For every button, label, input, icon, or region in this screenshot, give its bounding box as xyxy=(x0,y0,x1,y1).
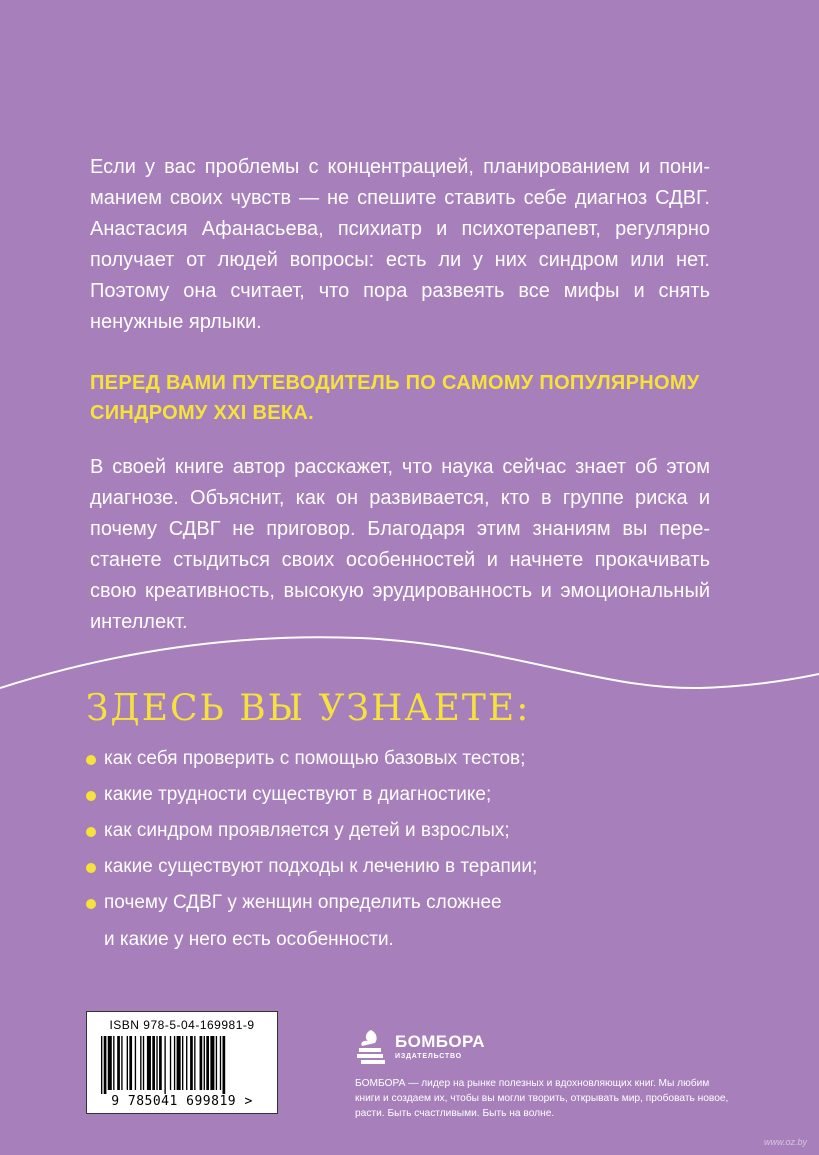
barcode-bar xyxy=(206,1036,209,1090)
barcode-bar xyxy=(129,1036,132,1090)
barcode-bar xyxy=(113,1036,114,1090)
learn-heading: ЗДЕСЬ ВЫ УЗНАЕТЕ: xyxy=(86,688,531,729)
barcode-bar xyxy=(104,1036,107,1094)
barcode-bar xyxy=(140,1036,141,1090)
barcode-bar xyxy=(177,1036,181,1090)
bullet-dot-icon xyxy=(86,899,96,909)
list-item-text: какие существуют подходы к лечению в терапии; xyxy=(104,856,538,877)
description-paragraph: В своей книге автор расскажет, что наука сейчас знает об этом диагнозе. Объяснит, как он развивается, кто в группе риска и почему СДВГ не приговор. Благодаря этим знаниям вы перестанете стыдиться своих особенностей и начнете прокачивать свою креативность, высокую эрудированность и эмоциональный интеллект. xyxy=(90,456,710,633)
bullet-dot-icon xyxy=(86,791,96,801)
list-item-text: как синдром проявляется у детей и взрослых; xyxy=(104,820,510,841)
publisher-description: БОМБОРА — лидер на рынке полезных и вдохновляющих книг. Мы любим книги и создаем их, чтобы вы могли творить, открывать мир, пробовать новое, расти. Быть счастливыми. Быть на волне. xyxy=(355,1078,729,1119)
learn-list xyxy=(86,742,746,958)
barcode-bar xyxy=(194,1036,195,1090)
isbn-digits: 9 785041 699819 > xyxy=(111,1094,253,1109)
barcode-bar xyxy=(190,1036,193,1090)
barcode-bar xyxy=(186,1036,187,1090)
isbn-label: ISBN 978-5-04-169981-9 xyxy=(109,1018,255,1032)
site-watermark: www.oz.by xyxy=(763,1137,807,1147)
barcode-bar xyxy=(101,1036,102,1094)
barcode-bar xyxy=(223,1036,226,1094)
publisher-subtitle: ИЗДАТЕЛЬСТВО xyxy=(395,1053,462,1060)
bullet-dot-icon xyxy=(86,863,96,873)
highlight-statement: ПЕРЕД ВАМИ ПУТЕВОДИТЕЛЬ ПО САМОМУ ПОПУЛЯРНОМУ СИНДРОМУ XXI ВЕКА. xyxy=(90,372,700,424)
barcode-bar xyxy=(164,1036,165,1094)
barcode-bar xyxy=(156,1036,157,1090)
intro-paragraph: Если у вас проблемы с концентрацией, планированием и пониманием своих чувств — не спешите ставить себе диагноз СДВГ. Анастасия Афанасьева, психиатр и психотерапевт, регулярно получает от людей вопросы: есть ли у них синдром или нет. Поэтому она считает, что пора развеять все мифы и снять ненужные ярлыки. xyxy=(90,156,710,333)
barcode-bar xyxy=(210,1036,214,1090)
list-item xyxy=(86,850,746,886)
list-item xyxy=(86,742,746,778)
barcode-bar xyxy=(216,1036,217,1090)
barcode-bar xyxy=(143,1036,144,1090)
bullet-dot-icon xyxy=(86,827,96,837)
barcode-bar xyxy=(174,1036,175,1090)
barcode-bar xyxy=(108,1036,112,1090)
barcode-bar xyxy=(147,1036,151,1090)
barcode-bar xyxy=(220,1036,221,1090)
list-item xyxy=(86,886,746,958)
publisher-logo xyxy=(355,1028,495,1068)
list-item xyxy=(86,778,746,814)
barcode-bar xyxy=(127,1036,128,1090)
barcode-bar xyxy=(159,1036,162,1090)
list-item-text: как себя проверить с помощью базовых тестов; xyxy=(104,748,526,769)
list-item-text: почему СДВГ у женщин определить сложнее xyxy=(104,892,502,913)
bombora-logo-icon xyxy=(355,1028,389,1066)
barcode-bar xyxy=(117,1036,120,1090)
bullet-dot-icon xyxy=(86,755,96,765)
barcode xyxy=(86,1011,278,1114)
barcode-bar xyxy=(204,1036,205,1090)
barcode-bar xyxy=(182,1036,183,1090)
publisher-name: БОМБОРА xyxy=(395,1032,485,1051)
barcode-bar xyxy=(170,1036,171,1090)
intro-block xyxy=(90,152,710,638)
barcode-bar xyxy=(121,1036,122,1090)
list-item-continuation: и какие у него есть особенности. xyxy=(104,929,394,950)
barcode-bar xyxy=(152,1036,155,1090)
barcode-bars xyxy=(101,1036,263,1094)
barcode-bar xyxy=(200,1036,203,1090)
list-item-text: какие трудности существуют в диагностике; xyxy=(104,784,492,805)
list-item xyxy=(86,814,746,850)
barcode-bar xyxy=(135,1036,136,1090)
